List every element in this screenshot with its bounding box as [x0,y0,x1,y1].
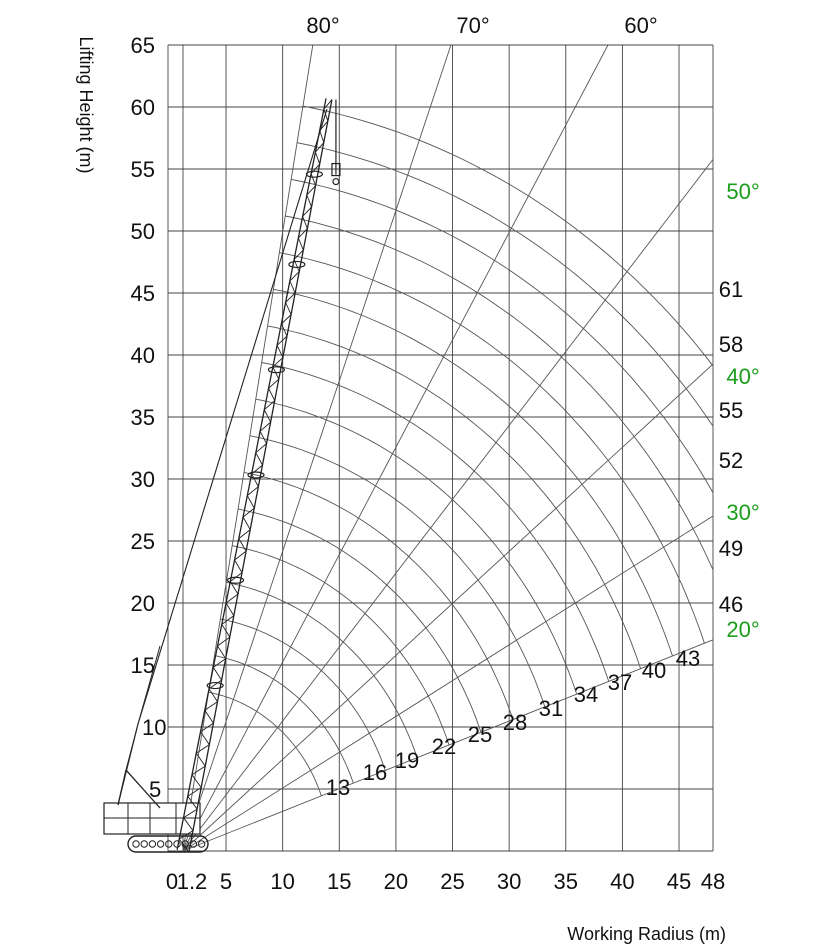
boom-length-label-40: 40 [641,658,667,683]
boom-angle-label-70: 70° [456,13,490,38]
boom-length-label-34: 34 [573,682,599,707]
x-tick-label: 48 [700,869,726,894]
boom-length-label-16: 16 [362,760,388,785]
boom-length-label-25: 25 [467,722,493,747]
boom-length-label-13: 13 [325,775,351,800]
x-tick-label: 15 [327,869,352,894]
y-tick-label: 15 [130,653,155,678]
boom-length-label-28: 28 [502,710,528,735]
boom-length-label-22: 22 [431,734,457,759]
boom-angle-label-30: 30° [726,500,760,525]
boom-length-label-19: 19 [394,748,420,773]
y-tick-label: 40 [130,343,155,368]
x-tick-label: 35 [553,869,579,894]
boom-angle-label-20: 20° [726,617,760,642]
boom-angle-label-60: 60° [624,13,658,38]
boom-length-label-58: 58 [718,332,744,357]
boom-angle-label-50: 50° [726,179,760,204]
boom-length-label-43: 43 [675,646,701,671]
boom-length-label-31: 31 [538,696,564,721]
x-tick-label: 40 [610,869,635,894]
x-tick-label: 25 [440,869,465,894]
boom-angle-label-80: 80° [306,13,340,38]
x-tick-label: 45 [666,869,692,894]
x-tick-label: 20 [383,869,409,894]
boom-length-label-37: 37 [607,670,633,695]
y-tick-label: 65 [130,33,155,58]
y-tick-label: 20 [130,591,155,616]
y-tick-label: 55 [130,157,155,182]
boom-angle-label-40: 40° [726,364,760,389]
x-axis-title: Working Radius (m) [567,924,726,944]
x-tick-label: 1.2 [176,869,208,894]
y-tick-label: 25 [130,529,155,554]
y-tick-label: 45 [130,281,155,306]
y-tick-label: 10 [142,715,167,740]
y-tick-label: 60 [130,95,155,120]
x-tick-label: 5 [219,869,233,894]
boom-length-label-52: 52 [718,448,744,473]
y-tick-label: 30 [130,467,155,492]
y-tick-label: 50 [130,219,155,244]
x-tick-label: 30 [496,869,522,894]
boom-length-label-55: 55 [718,398,744,423]
x-tick-label: 10 [270,869,295,894]
y-tick-label: 5 [149,777,162,802]
x-tick-label: 0 [165,869,179,894]
boom-length-label-61: 61 [718,277,744,302]
y-tick-label: 35 [130,405,155,430]
boom-length-label-46: 46 [718,592,744,617]
boom-length-label-49: 49 [718,536,744,561]
y-axis-title: Lifting Height (m) [76,36,96,174]
